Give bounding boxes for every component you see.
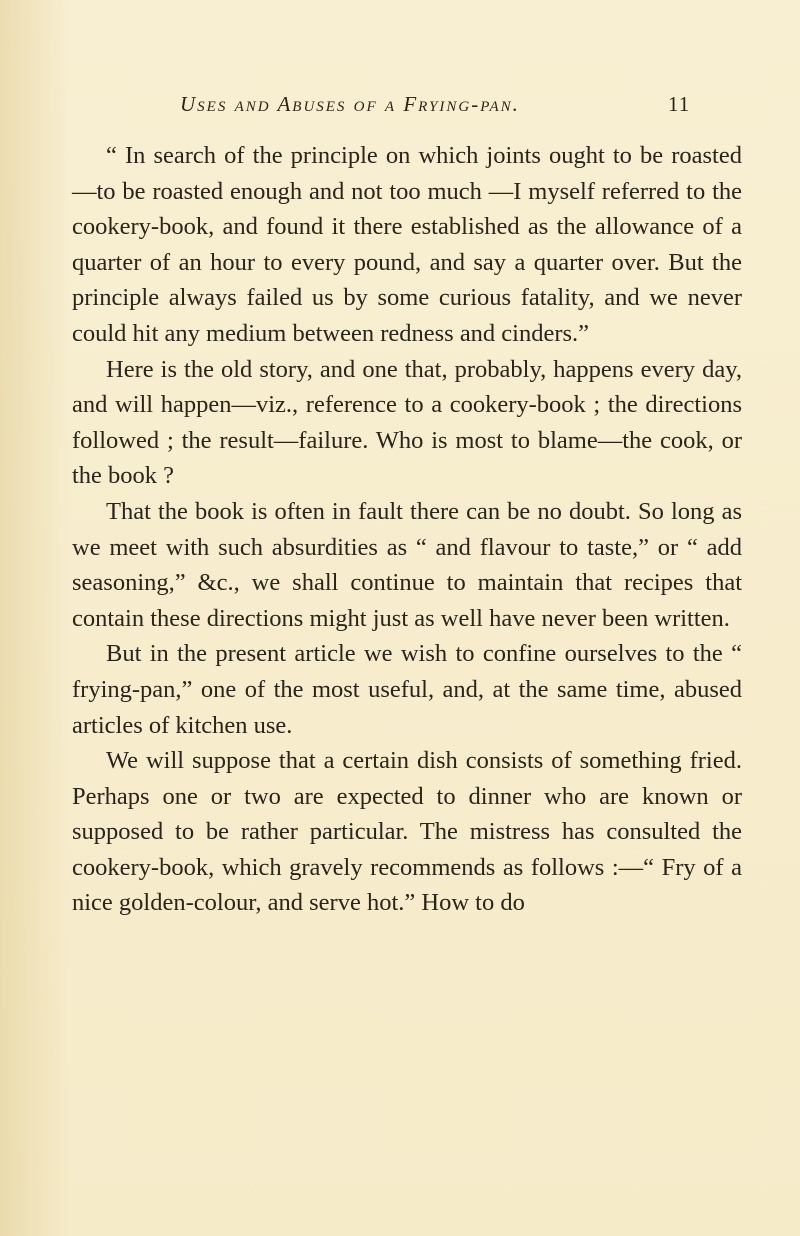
paragraph: But in the present article we wish to confine ourselves to the “ frying-pan,” one of the most useful, and, at the same time, abused articles of kitchen use. (72, 640, 742, 739)
running-head (180, 92, 700, 122)
paragraph: That the book is often in fault there can be no doubt. So long as we meet with such absurdities as “ and flavour to taste,” or “ add seasoning,” &c., we shall continue to maintain that recipes that contain these directions might just as well have never been written. (72, 497, 742, 632)
body-text (72, 138, 742, 921)
running-title: Uses and Abuses of a Frying-pan. (180, 92, 520, 116)
paragraph: We will suppose that a certain dish consists of something fried. Perhaps one or two are expected to dinner who are known or supposed to be rather particular. The mistress has consulted the cookery-book, which gravely recommends as follows :—“ Fry of a nice golden-colour, and serve hot.” How to do (72, 747, 742, 917)
paragraph: Here is the old story, and one that, probably, happens every day, and will happen—viz., reference to a cookery-book ; the directions followed ; the result—failure. Who is most to blame—the cook, or the book ? (72, 355, 742, 490)
page-number: 11 (668, 92, 691, 116)
paragraph: “ In search of the principle on which joints ought to be roasted—to be roasted enough and not too much —I myself referred to the cookery-book, and found it there established as the allowance of a quarter of an hour to every pound, and say a quarter over. But the principle always failed us by some curious fatality, and we never could hit any medium between redness and cinders.” (72, 142, 742, 347)
